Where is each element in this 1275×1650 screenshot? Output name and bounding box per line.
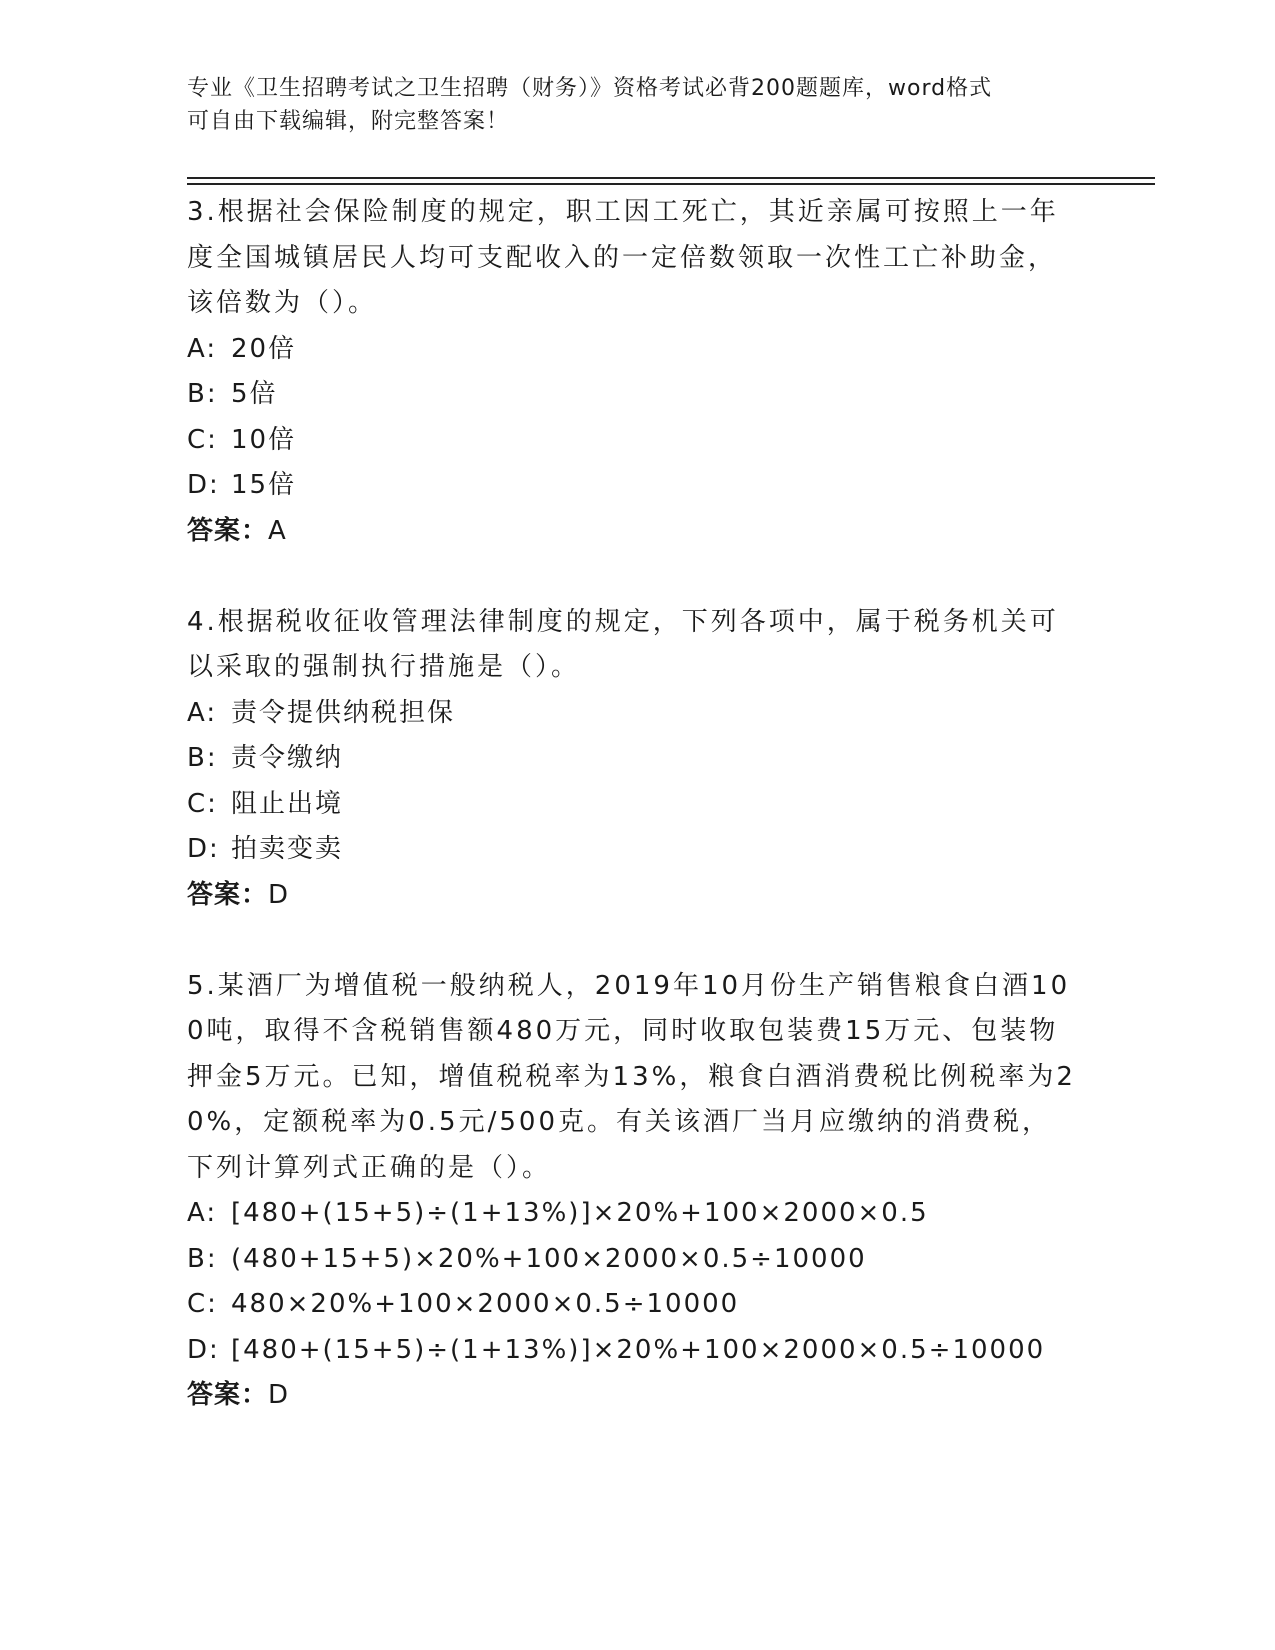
answer-value: D [268, 1380, 290, 1410]
header-line-2: 可自由下载编辑，附完整答案！ [187, 109, 510, 134]
option-d [187, 1328, 1077, 1374]
question-text: 4.根据税收征收管理法律制度的规定，下列各项中，属于税务机关可以采取的强制执行措施是（）。 [187, 606, 1059, 682]
answer-label: 答案： [187, 879, 269, 910]
option-text: 阻止出境 [231, 788, 344, 819]
answer-line [187, 873, 1077, 919]
option-text: [480+(15+5)÷(1+13%)]×20%+100×2000×0.5 [231, 1198, 929, 1228]
option-b [187, 1237, 1077, 1283]
option-b [187, 736, 1077, 782]
question-3 [187, 190, 1077, 554]
question-4 [187, 600, 1077, 919]
option-a [187, 1191, 1077, 1237]
question-text: 5.某酒厂为增值税一般纳税人，2019年10月份生产销售粮食白酒100吨，取得不含税销售额480万元，同时收取包装费15万元、包装物押金5万元。已知，增值税税率为13%，粮食白酒消费税比例税率为20%，定额税率为0.5元/500克。有关该酒厂当月应缴纳的消费税，下列计算列式正确的是（）。 [187, 970, 1076, 1183]
header-divider-top [187, 177, 1155, 179]
option-text: 5倍 [231, 379, 278, 409]
option-text: 责令提供纳税担保 [231, 697, 456, 728]
answer-line [187, 1373, 1077, 1419]
option-c [187, 1282, 1077, 1328]
option-c [187, 418, 1077, 464]
answer-line [187, 509, 1077, 555]
option-b [187, 372, 1077, 418]
question-text: 3.根据社会保险制度的规定，职工因工死亡，其近亲属可按照上一年度全国城镇居民人均可支配收入的一定倍数领取一次性工亡补助金，该倍数为（）。 [187, 197, 1059, 318]
answer-value: A [268, 515, 287, 546]
option-d [187, 827, 1077, 873]
option-d [187, 463, 1077, 509]
option-text: [480+(15+5)÷(1+13%)]×20%+100×2000×0.5÷10000 [231, 1334, 1046, 1365]
option-key: C: [187, 424, 218, 455]
question-list [187, 190, 1077, 1419]
document-header [187, 72, 1087, 138]
answer-label: 答案： [187, 515, 269, 546]
option-a [187, 691, 1077, 737]
option-text: 10倍 [231, 424, 297, 455]
option-text: 20倍 [231, 333, 297, 364]
option-a [187, 327, 1077, 373]
option-text: 拍卖变卖 [231, 834, 344, 864]
option-text: 责令缴纳 [231, 743, 344, 773]
option-text: 15倍 [231, 470, 297, 500]
option-key: C: [187, 788, 218, 819]
option-key: B: [187, 379, 218, 409]
option-key: B: [187, 1243, 218, 1274]
option-text: 480×20%+100×2000×0.5÷10000 [231, 1289, 740, 1319]
option-key: A: [187, 333, 218, 364]
option-key: C: [187, 1289, 218, 1319]
answer-value: D [268, 879, 290, 910]
question-5 [187, 964, 1077, 1419]
option-key: D: [187, 1334, 220, 1365]
option-key: D: [187, 470, 220, 500]
header-line-1: 专业《卫生招聘考试之卫生招聘（财务）》资格考试必背200题题库，word格式 [187, 76, 993, 101]
header-divider-bottom [187, 183, 1155, 185]
question-spacer [187, 918, 1077, 964]
option-key: A: [187, 1198, 218, 1228]
option-key: B: [187, 743, 218, 773]
option-key: A: [187, 697, 218, 728]
option-c [187, 782, 1077, 828]
answer-label: 答案： [187, 1380, 269, 1410]
question-spacer [187, 554, 1077, 600]
option-key: D: [187, 834, 220, 864]
option-text: (480+15+5)×20%+100×2000×0.5÷10000 [231, 1243, 867, 1274]
